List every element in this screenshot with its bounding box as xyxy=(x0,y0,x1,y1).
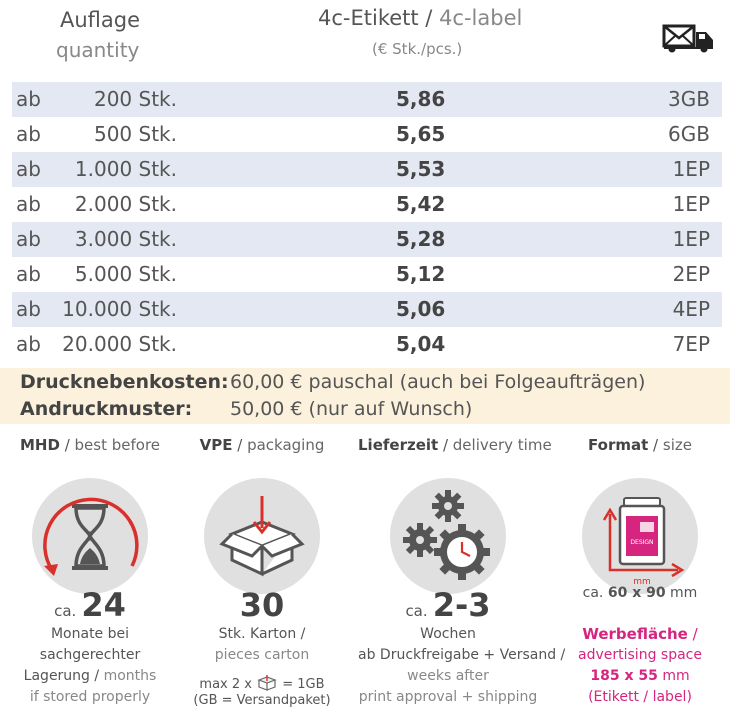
small-box-icon xyxy=(256,674,278,692)
setup-cost-label: Drucknebenkosten: xyxy=(20,371,229,393)
quantity-cell: 10.000 Stk. xyxy=(62,297,177,321)
best-before-heading: MHD / best before xyxy=(19,436,161,454)
ad-space-line4: (Etikett / label) xyxy=(588,689,692,705)
price-cell: 5,42 xyxy=(396,192,446,216)
packaging-note1: max 2 x = 1GB xyxy=(172,674,352,694)
format-dimension: ca. 60 x 90 mm xyxy=(582,585,698,601)
packaging-value: 30 xyxy=(239,586,285,624)
product-header-de: 4c-Etikett xyxy=(318,6,419,30)
packaging-note2: (GB = Versandpaket) xyxy=(193,693,331,708)
price-cell: 5,86 xyxy=(396,87,446,111)
best-before-line4: if stored properly xyxy=(29,689,151,705)
table-row xyxy=(12,327,722,362)
table-row xyxy=(12,82,722,117)
price-unit: (€ Stk./pcs.) xyxy=(372,40,463,58)
format-section xyxy=(550,428,730,719)
packaging-line1: Stk. Karton / xyxy=(218,626,306,642)
ab-label: ab xyxy=(16,332,41,356)
quantity-cell: 200 Stk. xyxy=(93,87,177,111)
jar-label-icon xyxy=(582,478,698,594)
gears-clock-icon xyxy=(390,478,506,594)
delivery-line4: print approval + shipping xyxy=(358,689,538,705)
ab-label: ab xyxy=(16,157,41,181)
table-row xyxy=(12,222,722,257)
ab-label: ab xyxy=(16,262,41,286)
box-icon xyxy=(204,478,320,594)
quantity-cell: 20.000 Stk. xyxy=(62,332,177,356)
ad-space-line3: 185 x 55 mm xyxy=(590,668,690,684)
table-row xyxy=(12,152,722,187)
quantity-cell: 3.000 Stk. xyxy=(74,227,177,251)
price-table xyxy=(12,82,722,362)
setup-cost-value: 60,00 € pauschal (auch bei Folgeaufträgen) xyxy=(230,371,646,393)
product-header-sep: / xyxy=(418,6,440,30)
delivery-line3: weeks after xyxy=(407,668,489,684)
shipping-cell: 4EP xyxy=(672,297,710,321)
shipping-cell: 7EP xyxy=(672,332,710,356)
table-row xyxy=(12,117,722,152)
delivery-line2: ab Druckfreigabe + Versand / xyxy=(358,647,566,663)
price-cell: 5,06 xyxy=(396,297,446,321)
packaging-section xyxy=(172,428,352,719)
delivery-value: ca. 2-3 xyxy=(405,586,491,624)
ab-label: ab xyxy=(16,122,41,146)
ad-space-line1: Werbefläche / xyxy=(582,625,698,643)
quantity-cell: 2.000 Stk. xyxy=(74,192,177,216)
packaging-heading: VPE / packaging xyxy=(199,436,325,454)
shipping-cell: 3GB xyxy=(668,87,710,111)
ab-label: ab xyxy=(16,192,41,216)
packaging-line2: pieces carton xyxy=(214,647,310,663)
delivery-heading: Lieferzeit / delivery time xyxy=(358,436,552,454)
arrow-unit-text: mm xyxy=(633,577,651,587)
hourglass-icon xyxy=(32,478,148,594)
price-cell: 5,65 xyxy=(396,122,446,146)
proof-label: Andruckmuster: xyxy=(20,398,193,420)
shipping-cell: 1EP xyxy=(672,192,710,216)
ab-label: ab xyxy=(16,297,41,321)
price-cell: 5,12 xyxy=(396,262,446,286)
quantity-cell: 5.000 Stk. xyxy=(74,262,177,286)
product-header-en: 4c-label xyxy=(439,6,523,30)
table-row xyxy=(12,292,722,327)
envelope-truck-icon xyxy=(662,22,716,58)
ab-label: ab xyxy=(16,87,41,111)
ab-label: ab xyxy=(16,227,41,251)
extra-costs-panel xyxy=(0,368,730,424)
quantity-header-de: Auflage xyxy=(60,8,141,32)
shipping-cell: 2EP xyxy=(672,262,710,286)
table-header xyxy=(0,0,730,82)
delivery-section xyxy=(358,428,566,719)
shipping-cell: 1EP xyxy=(672,157,710,181)
design-text: DESIGN xyxy=(630,539,654,546)
format-heading: Format / size xyxy=(588,436,692,454)
product-header xyxy=(318,6,522,30)
ad-space-line2: advertising space xyxy=(578,647,702,663)
price-cell: 5,04 xyxy=(396,332,446,356)
price-cell: 5,53 xyxy=(396,157,446,181)
quantity-cell: 500 Stk. xyxy=(93,122,177,146)
shipping-cell: 1EP xyxy=(672,227,710,251)
table-row xyxy=(12,187,722,222)
price-cell: 5,28 xyxy=(396,227,446,251)
best-before-line2: sachgerechter xyxy=(39,647,141,663)
best-before-section xyxy=(0,428,180,719)
quantity-cell: 1.000 Stk. xyxy=(74,157,177,181)
best-before-line3: Lagerung / months xyxy=(23,668,157,684)
best-before-value: ca. 24 xyxy=(54,586,126,624)
proof-value: 50,00 € (nur auf Wunsch) xyxy=(230,398,473,420)
delivery-line1: Wochen xyxy=(420,626,476,642)
quantity-header-en: quantity xyxy=(56,38,140,62)
table-row xyxy=(12,257,722,292)
best-before-line1: Monate bei xyxy=(50,626,130,642)
shipping-cell: 6GB xyxy=(668,122,710,146)
